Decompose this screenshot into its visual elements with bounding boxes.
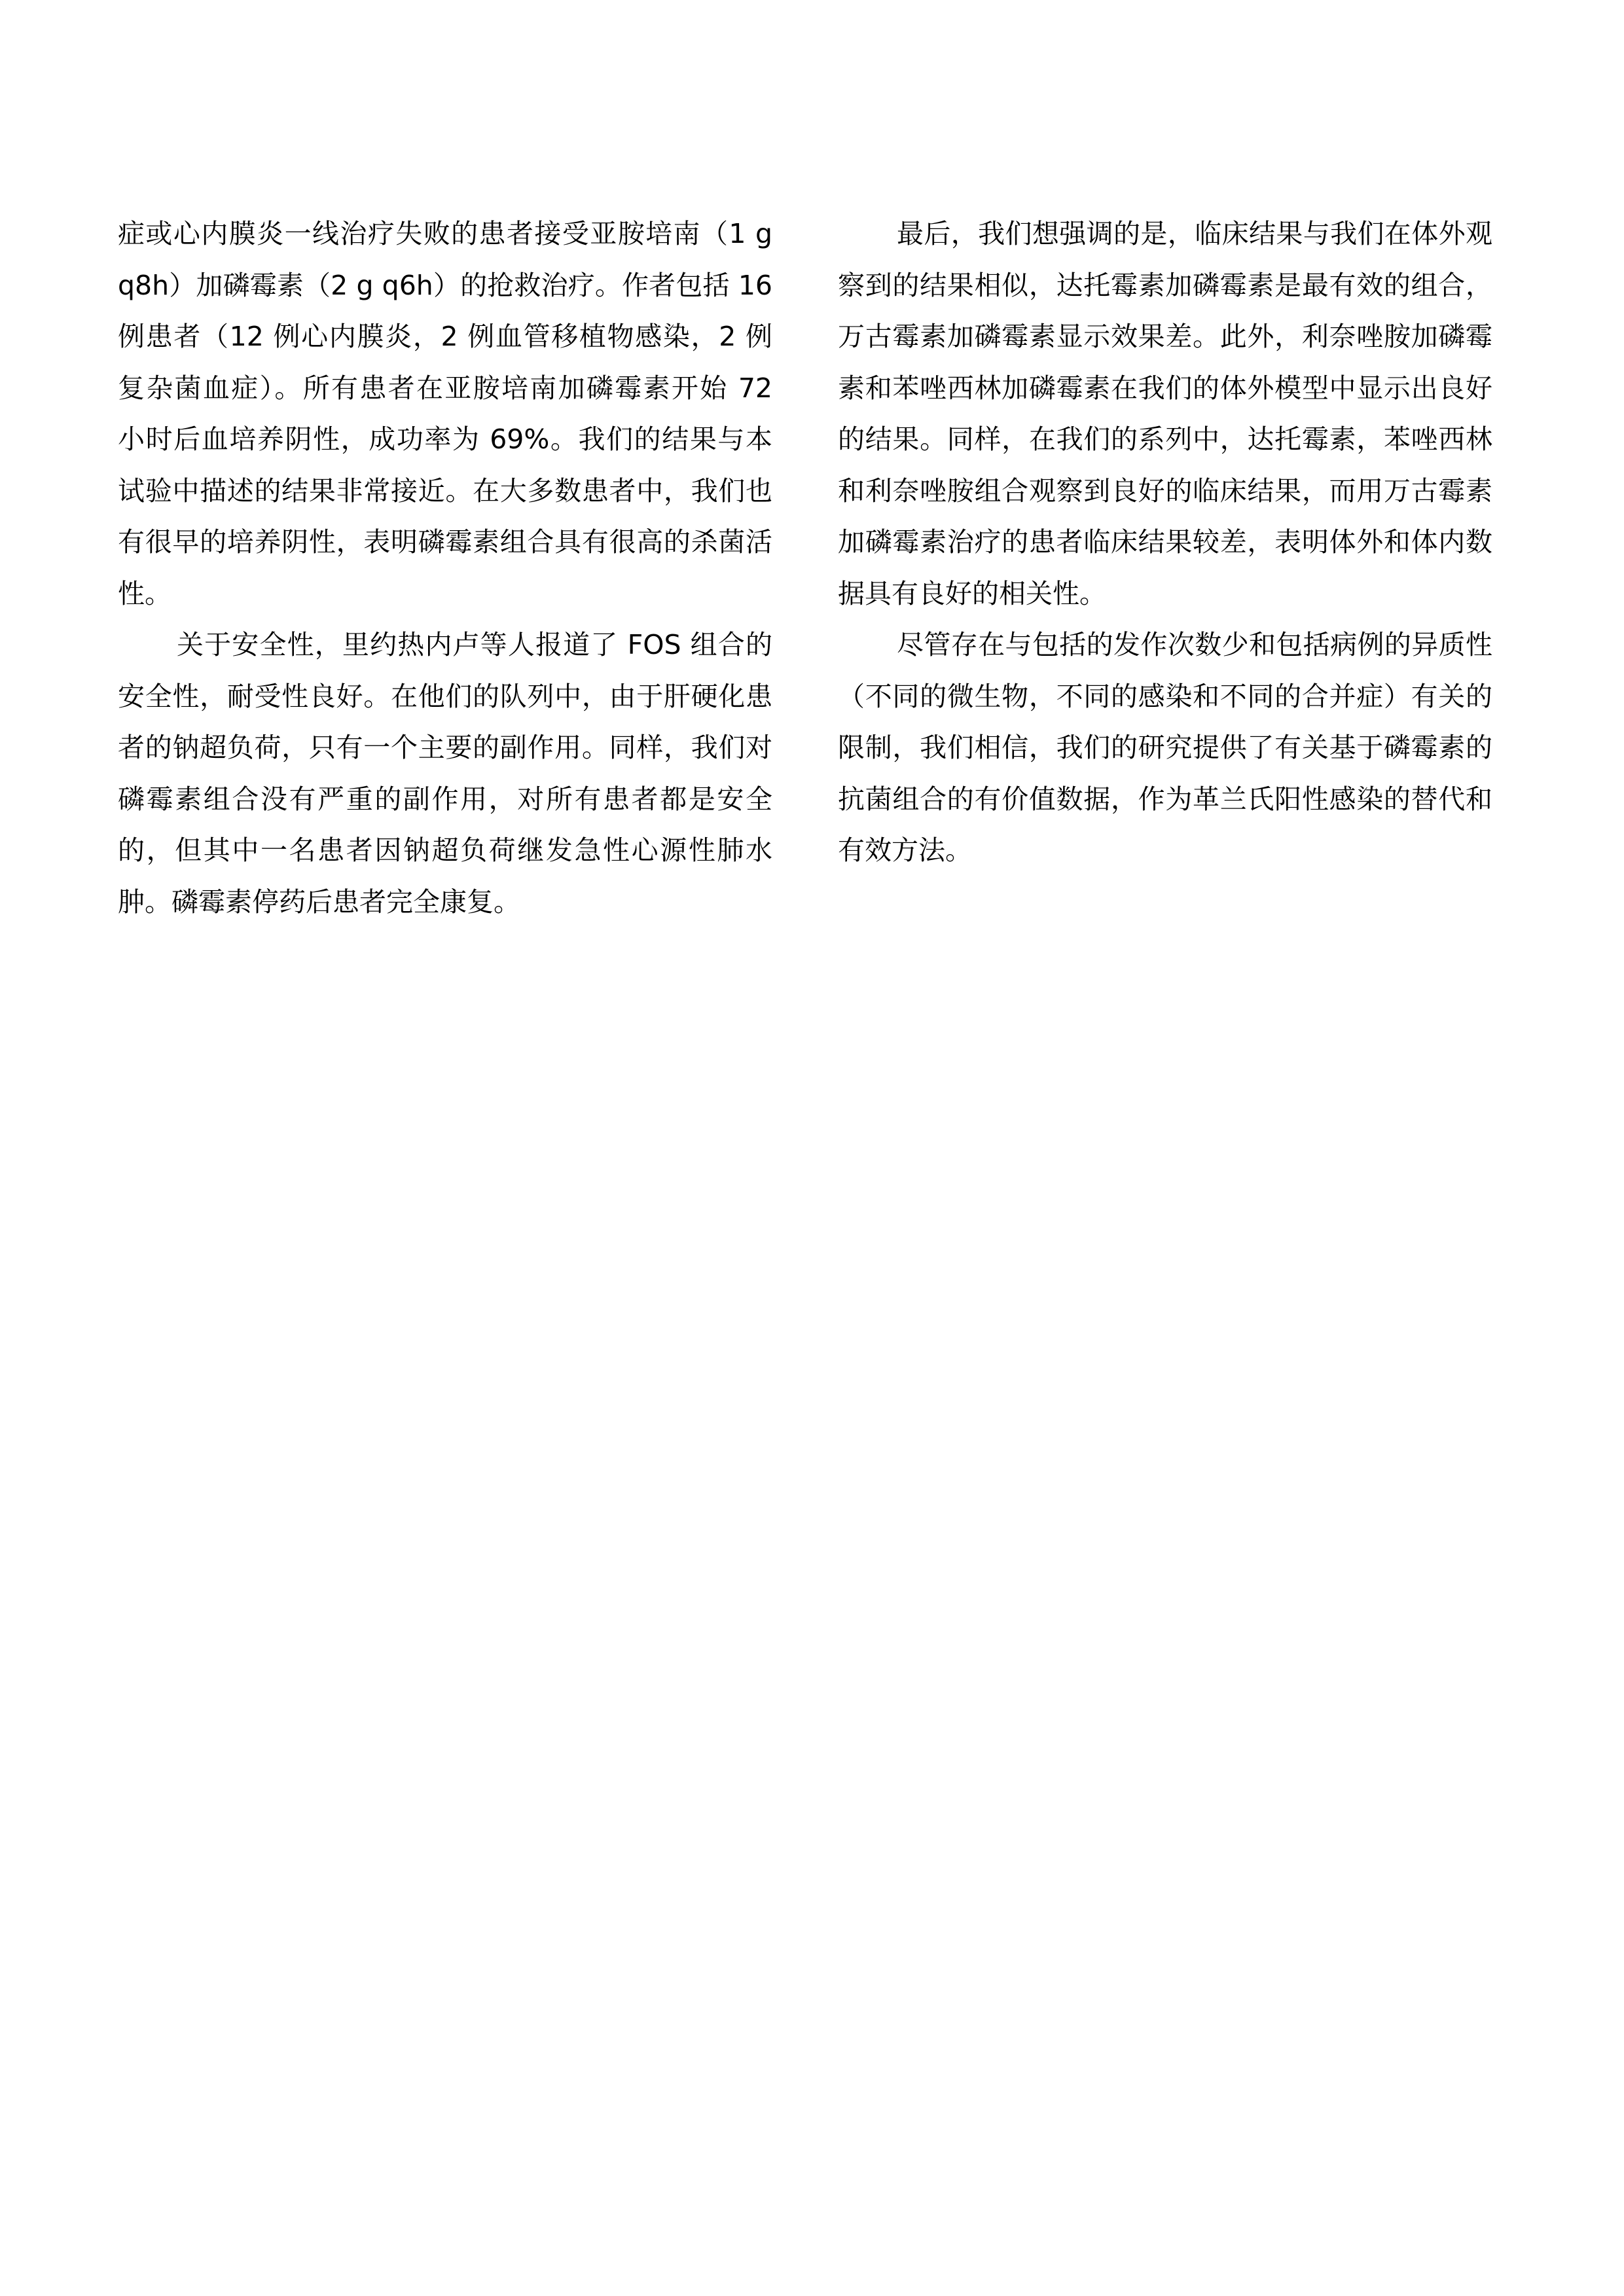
paragraph-continuation: 症或心内膜炎一线治疗失败的患者接受亚胺培南（1 g q8h）加磷霉素（2 g q6h）的抢救治疗。作者包括 16 例患者（12 例心内膜炎，2 例血管移植物感染，2 例复杂菌血症）。所有患者在亚胺培南加磷霉素开始 72 小时后血培养阴性，成功率为 69%。我们的结果与本试验中描述的结果非常接近。在大多数患者中，我们也有很早的培养阴性，表明磷霉素组合具有很高的杀菌活性。 xyxy=(118,218,772,609)
left-text-column xyxy=(118,208,772,927)
paragraph-safety: 关于安全性，里约热内卢等人报道了 FOS 组合的安全性，耐受性良好。在他们的队列中，由于肝硬化患者的钠超负荷，只有一个主要的副作用。同样，我们对磷霉素组合没有严重的副作用，对所有患者都是安全的，但其中一名患者因钠超负荷继发急性心源性肺水肿。磷霉素停药后患者完全康复。 xyxy=(118,629,772,918)
right-text-column xyxy=(838,208,1492,876)
paragraph-limitations: 尽管存在与包括的发作次数少和包括病例的异质性（不同的微生物，不同的感染和不同的合并症）有关的限制，我们相信，我们的研究提供了有关基于磷霉素的抗菌组合的有价值数据，作为革兰氏阳性感染的替代和有效方法。 xyxy=(838,629,1492,866)
paragraph-clinical-results: 最后，我们想强调的是，临床结果与我们在体外观察到的结果相似，达托霉素加磷霉素是最有效的组合，万古霉素加磷霉素显示效果差。此外，利奈唑胺加磷霉素和苯唑西林加磷霉素在我们的体外模型中显示出良好的结果。同样，在我们的系列中，达托霉素，苯唑西林和利奈唑胺组合观察到良好的临床结果，而用万古霉素加磷霉素治疗的患者临床结果较差，表明体外和体内数据具有良好的相关性。 xyxy=(838,218,1492,609)
